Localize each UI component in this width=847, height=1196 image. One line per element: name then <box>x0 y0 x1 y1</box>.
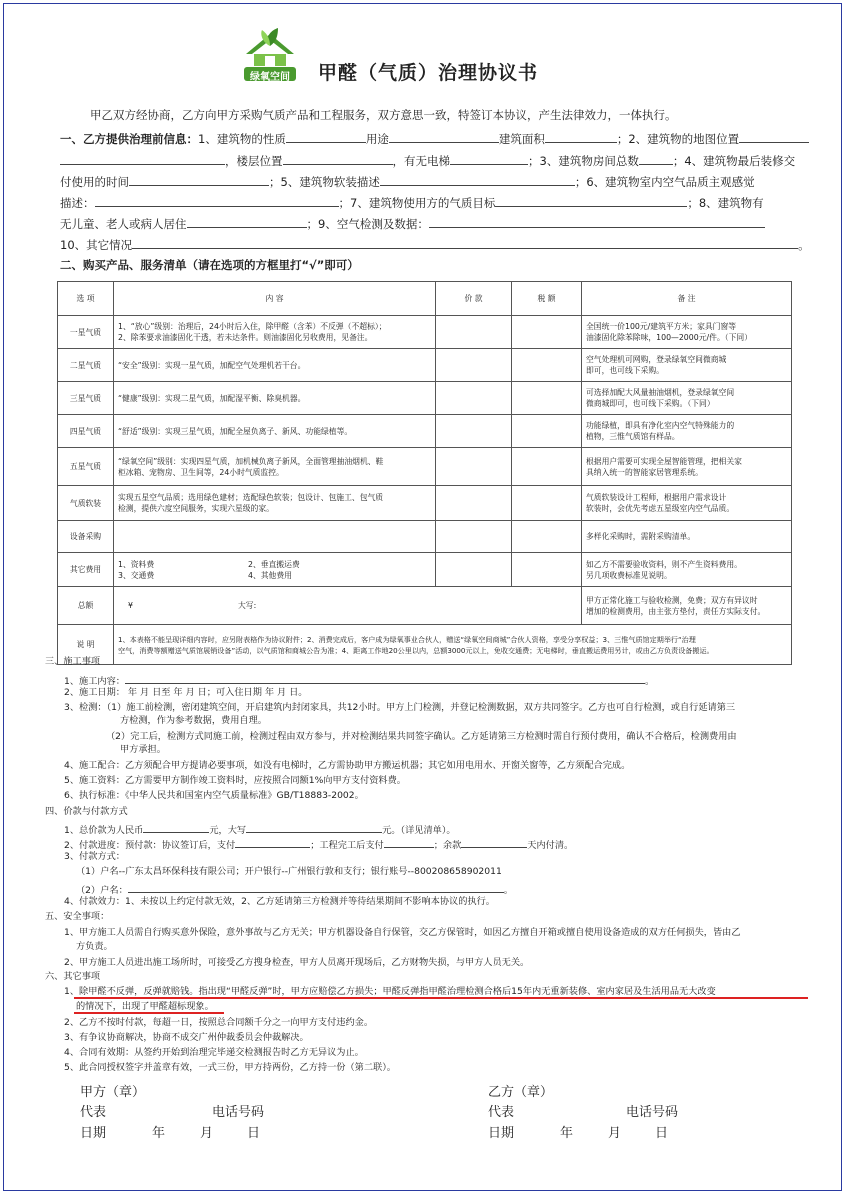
price-cell[interactable] <box>436 382 512 415</box>
s6-item1b: 的情况下，出现了甲醛超标现象。 <box>76 1001 214 1012</box>
party-b-year: 年 <box>560 1126 574 1141</box>
s5-item1a: 1、甲方施工人员需自行购买意外保险，意外事故与乙方无关；甲方机器设备自行保管，交乙方保管时，如因乙方擅自开箱或擅自使用设备造成的双方任何损失，皆由乙 <box>64 927 741 938</box>
tax-cell[interactable] <box>512 553 582 587</box>
s4-days: 天内付清。 <box>527 840 574 851</box>
s6-item4: 4、合同有效期：从签约开始到治理完毕递交检测报告时乙方无异议为止。 <box>64 1047 364 1058</box>
s5-heading: 五、安全事项： <box>45 911 110 922</box>
s1-field-elevator: ，有无电梯 <box>392 154 450 168</box>
s1-field-renovation: ；4、建筑物最后装修交 <box>672 154 796 168</box>
tax-cell[interactable] <box>512 448 582 486</box>
s1-line3 <box>60 174 755 189</box>
price-cell[interactable] <box>436 521 512 553</box>
s1-end-dot: 。 <box>798 238 810 252</box>
row-remark-line: 微商城即可，也可线下采购。（下同） <box>586 399 715 408</box>
s4-balance: ；余款 <box>433 840 462 851</box>
product-table <box>57 281 792 665</box>
row-content-line: 柜冰箱、宠物房、卫生间等，24小时气质监控。 <box>118 467 284 477</box>
th-option: 选 项 <box>58 282 114 316</box>
s4-item3: 3、付款方式： <box>64 851 125 862</box>
row-content-line: 1、“放心”级别：治理后，24小时后入住，除甲醛（含苯）不反弹（不超标）； <box>118 322 387 331</box>
s4-item3a: （1）户名--广东太昌环保科技有限公司；开户银行--广州银行敦和支行；银行账号--800208658902011 <box>76 866 502 877</box>
table-row <box>58 486 792 521</box>
s6-item5: 5、此合同授权签字并盖章有效，一式三份，甲方持两份，乙方持一份（第二联）。 <box>64 1062 396 1073</box>
party-b-date: 日期 <box>488 1126 515 1141</box>
s1-line4 <box>60 195 764 210</box>
party-a-date: 日期 <box>80 1126 107 1141</box>
s3-item6: 6、执行标准：《中华人民共和国室内空气质量标准》GB/T18883-2002。 <box>64 790 364 801</box>
s1-field-floor: ，楼层位置 <box>225 154 283 168</box>
row-remark-line: 全国统一价100元/建筑平方米；家具门窗等 <box>586 322 737 331</box>
price-cell[interactable] <box>436 316 512 349</box>
s4-item2 <box>64 836 573 852</box>
th-tax: 税 额 <box>512 282 582 316</box>
s4-prepay: 2、付款进度：预付款：协议签订后，支付 <box>64 840 236 851</box>
row-content-line: “绿氧空间”级别：实现四星气质，加机械负离子新风，全面管理抽油烟机、鞋 <box>118 456 384 466</box>
table-row <box>58 521 792 553</box>
s6-heading: 六、其它事项 <box>45 971 101 982</box>
s1-line2 <box>60 153 795 168</box>
row-option-name: 气质软装 <box>58 486 114 521</box>
price-cell[interactable] <box>436 486 512 521</box>
row-remark-line: 可选择加配大风量抽油烟机，登录绿氧空间 <box>586 388 735 397</box>
party-a-year: 年 <box>152 1126 166 1141</box>
s3-item5: 5、施工资料：乙方需要甲方制作竣工资料时，应按照合同额1%向甲方支付资料费。 <box>64 775 406 786</box>
s4-total-end: 元。（详见清单）。 <box>382 825 456 836</box>
s3-item1 <box>64 672 654 688</box>
fee-item: 2、垂直搬运费 <box>248 559 300 569</box>
note-line: 空气，消费等额赠送气质馆展销设备”活动，以气质馆和商城公告为准；4、距离工作地20公里以内，总额3000元以上，免收交通费；无电梯时，垂直搬运费用另计，或由乙方负责设备搬运。 <box>118 645 714 655</box>
table-note-row <box>58 625 792 665</box>
s3-item3d: 甲方承担。 <box>120 744 166 755</box>
s1-field-rooms: ；3、建筑物房间总数 <box>528 154 639 168</box>
tax-cell[interactable] <box>512 521 582 553</box>
row-remark-line: 气质软装设计工程师，根据用户需求设计 <box>586 493 727 502</box>
row-option-name: 三星气质 <box>58 382 114 415</box>
tax-cell[interactable] <box>512 486 582 521</box>
s3-heading: 三、施工事项 <box>45 656 101 667</box>
s1-field-nature: 1、建筑物的性质 <box>198 132 286 146</box>
s1-line1 <box>60 131 809 146</box>
s3-item3b: 方检测，作为参考数据，费用自理。 <box>120 715 267 726</box>
table-row <box>58 448 792 486</box>
red-underline <box>74 997 808 999</box>
table-row <box>58 382 792 415</box>
row-content-line: 实现五星空气品质；选用绿色建材；选配绿色软装；包设计、包施工、包气质 <box>118 493 384 502</box>
s4-after: ；工程完工后支付 <box>310 840 384 851</box>
table-row <box>58 349 792 382</box>
s1-field-occupants: ；8、建筑物有 <box>687 196 764 210</box>
s5-item2: 2、甲方施工人员进出施工场所时，可接受乙方搜身检查，甲方人员离开现场后，乙方财物失损，与甲方人员无关。 <box>64 957 530 968</box>
total-label: 总额 <box>58 587 114 625</box>
row-remark-line: 植物，三惟气质馆有样品。 <box>586 432 680 441</box>
row-remark-line: 即可，也可线下采购。 <box>586 366 664 375</box>
tax-cell[interactable] <box>512 316 582 349</box>
s2-heading: 二、购买产品、服务清单（请在选项的方框里打“√”即可） <box>60 258 359 272</box>
party-b-rep: 代表 <box>488 1105 515 1120</box>
row-option-name: 二星气质 <box>58 349 114 382</box>
s3-end-dot: 。 <box>644 676 655 687</box>
row-remark-line: 如乙方不需要验收资料，则不产生资料费用。 <box>586 559 742 569</box>
s4-capital-label: 元，大写 <box>209 825 247 836</box>
row-option-name: 五星气质 <box>58 448 114 486</box>
row-remark-line: 增加的检测费用，由主张方垫付，责任方实际支付。 <box>586 606 766 616</box>
table-row <box>58 316 792 349</box>
fee-item: 3、交通费 <box>118 570 155 580</box>
s1-field-usetime: 付使用的时间 <box>60 175 129 189</box>
s1-field-softdecor: ；5、建筑物软装描述 <box>269 175 380 189</box>
s1-field-airtest: ；9、空气检测及数据： <box>306 217 429 231</box>
intro-text: 甲乙双方经协商，乙方向甲方采购气质产品和工程服务，双方意思一致，特签订本协议，产生法律效力，一体执行。 <box>90 108 677 122</box>
row-content-line: “健康”级别：实现二星气质，加配湿平衡、除臭机器。 <box>118 393 306 403</box>
price-cell[interactable] <box>436 415 512 448</box>
s3-item3a: 3、检测：（1）施工前检测，密闭建筑空间，开启建筑内封闭家具，共12小时。甲方上门检测，并登记检测数据，双方共同签字。乙方也可自行检测，或自行延请第三 <box>64 702 736 713</box>
page-title: 甲醛（气质）治理协议书 <box>318 62 539 84</box>
s6-item1a: 1、除甲醛不反弹，反弹就赔钱。指出现“甲醛反弹”时，甲方应赔偿乙方损失；甲醛反弹指甲醛治理检测合格后15年内无重新装修、室内家居及生活用品无大改变 <box>64 986 716 997</box>
row-remark-line: 具纳入统一的智能家居管理系统。 <box>586 467 703 477</box>
th-content: 内 容 <box>114 282 436 316</box>
s4-item3b <box>76 881 513 897</box>
s5-item1b: 方负责。 <box>76 941 113 952</box>
tax-cell[interactable] <box>512 415 582 448</box>
s3-item3c: （2）完工后，检测方式同施工前，检测过程由双方参与，并对检测结果共同签字确认。乙方延请第三方检测时需自行预付费用，确认不合格后，检测费用由 <box>106 731 737 742</box>
note-label: 说 明 <box>58 625 114 665</box>
s4-account-name: （2）户名： <box>76 885 128 896</box>
table-header-row <box>58 282 792 316</box>
table-row <box>58 415 792 448</box>
row-remark-line: 根据用户需要可实现全屋智能管理，把相关家 <box>586 456 742 466</box>
party-a-seal: 甲方（章） <box>80 1085 146 1100</box>
row-option-name: 设备采购 <box>58 521 114 553</box>
table-row <box>58 553 792 587</box>
s1-heading: 一、乙方提供治理前信息： <box>60 132 198 146</box>
logo <box>238 26 302 86</box>
row-remark-line: 另几项收费标准见说明。 <box>586 570 672 580</box>
s4-end-dot: 。 <box>503 885 513 896</box>
s1-line5 <box>60 216 765 231</box>
row-content-line: 检测，提供六度空间服务，实现六星级的家。 <box>118 504 274 513</box>
table-total-row <box>58 587 792 625</box>
party-b-day: 日 <box>655 1126 669 1141</box>
th-price: 价 款 <box>436 282 512 316</box>
s1-field-feeling: ；6、建筑物室内空气品质主观感觉 <box>574 175 755 189</box>
row-option-name: 四星气质 <box>58 415 114 448</box>
tax-cell[interactable] <box>512 349 582 382</box>
content-cell[interactable] <box>114 521 436 553</box>
s1-field-children: 无儿童、老人或病人居住 <box>60 217 187 231</box>
th-remark: 备 注 <box>582 282 792 316</box>
price-cell[interactable] <box>436 553 512 587</box>
row-remark-line: 甲方正常化施工与验收检测，免费；双方有异议时 <box>586 595 758 605</box>
note-line: 1、本表格不能呈现详细内容时，应另附表格作为协议附件；2、消费完成后，客户成为绿氧事业合伙人，赠送“绿氧空间商城”合伙人资格，享受分享权益；3、三惟气质馆定期举行“治理 <box>118 634 696 644</box>
row-content-line: “舒适”级别：实现三星气质，加配全屋负离子、新风、功能绿植等。 <box>118 426 353 436</box>
tax-cell[interactable] <box>512 382 582 415</box>
s1-line6 <box>60 237 810 252</box>
party-b-month: 月 <box>608 1126 622 1141</box>
s3-item4: 4、施工配合：乙方须配合甲方提请必要事项，如没有电梯时，乙方需协助甲方搬运机器；其它如用电用水、开窗关窗等，乙方须配合完成。 <box>64 760 631 771</box>
row-remark-line: 空气处理机可网购，登录绿氧空间微商城 <box>586 355 727 364</box>
s6-item3: 3、有争议协商解决，协商不成交广州仲裁委员会仲裁解决。 <box>64 1032 309 1043</box>
row-option-name: 一星气质 <box>58 316 114 349</box>
yen-sign: ¥ <box>128 601 133 610</box>
fee-item: 1、资料费 <box>118 559 155 569</box>
s4-item1 <box>64 821 456 837</box>
s6-item2: 2、乙方不按时付款，每超一日，按照总合同额千分之一向甲方支付违约金。 <box>64 1017 374 1028</box>
party-b-phone: 电话号码 <box>626 1105 679 1120</box>
row-remark-line: 油漆固化除苯除味，100—2000元/件。（下同） <box>586 333 752 342</box>
price-cell[interactable] <box>436 349 512 382</box>
party-a-phone: 电话号码 <box>212 1105 265 1120</box>
party-b-seal: 乙方（章） <box>488 1085 554 1100</box>
fee-item: 4、其他费用 <box>248 570 292 580</box>
row-remark-line: 功能绿植，即具有净化室内空气特殊能力的 <box>586 421 735 430</box>
row-remark-line: 软装时，会优先考虑五星级室内空气品质。 <box>586 504 735 513</box>
row-content-line: 2、除苯要求油漆固化干透，若未达条件。则油漆固化另收费用，见备注。 <box>118 333 373 342</box>
s1-field-use: 用途 <box>365 132 389 146</box>
s1-field-location: ；2、建筑物的地图位置 <box>616 132 740 146</box>
s1-field-other: 10、其它情况 <box>60 238 133 252</box>
row-remark-line: 多样化采购时，需附采购清单。 <box>586 532 696 541</box>
s4-heading: 四、价款与付款方式 <box>45 806 128 817</box>
s1-field-target: ；7、建筑物使用方的气质目标 <box>338 196 496 210</box>
s1-field-desc: 描述： <box>60 196 95 210</box>
row-content-line: “安全”级别：实现一星气质，加配空气处理机若干台。 <box>118 360 306 370</box>
s3-item2: 2、施工日期： 年 月 日至 年 月 日；可入住日期 年 月 日。 <box>64 687 308 698</box>
s4-total-label: 1、总价款为人民币 <box>64 825 144 836</box>
logo-text: 绿氧空间 <box>250 72 290 83</box>
total-capital-label: 大写: <box>238 601 257 610</box>
party-a-day: 日 <box>247 1126 261 1141</box>
red-underline <box>74 1012 224 1014</box>
price-cell[interactable] <box>436 448 512 486</box>
party-a-month: 月 <box>200 1126 214 1141</box>
party-a-rep: 代表 <box>80 1105 107 1120</box>
s3-content-label: 1、施工内容： <box>64 676 125 687</box>
row-option-name: 其它费用 <box>58 553 114 587</box>
s4-item4: 4、付款效力：1、未按以上约定付款无效，2、乙方延请第三方检测并等待结果期间不影响本协议的执行。 <box>64 896 495 907</box>
s1-field-area: 建筑面积 <box>498 132 545 146</box>
